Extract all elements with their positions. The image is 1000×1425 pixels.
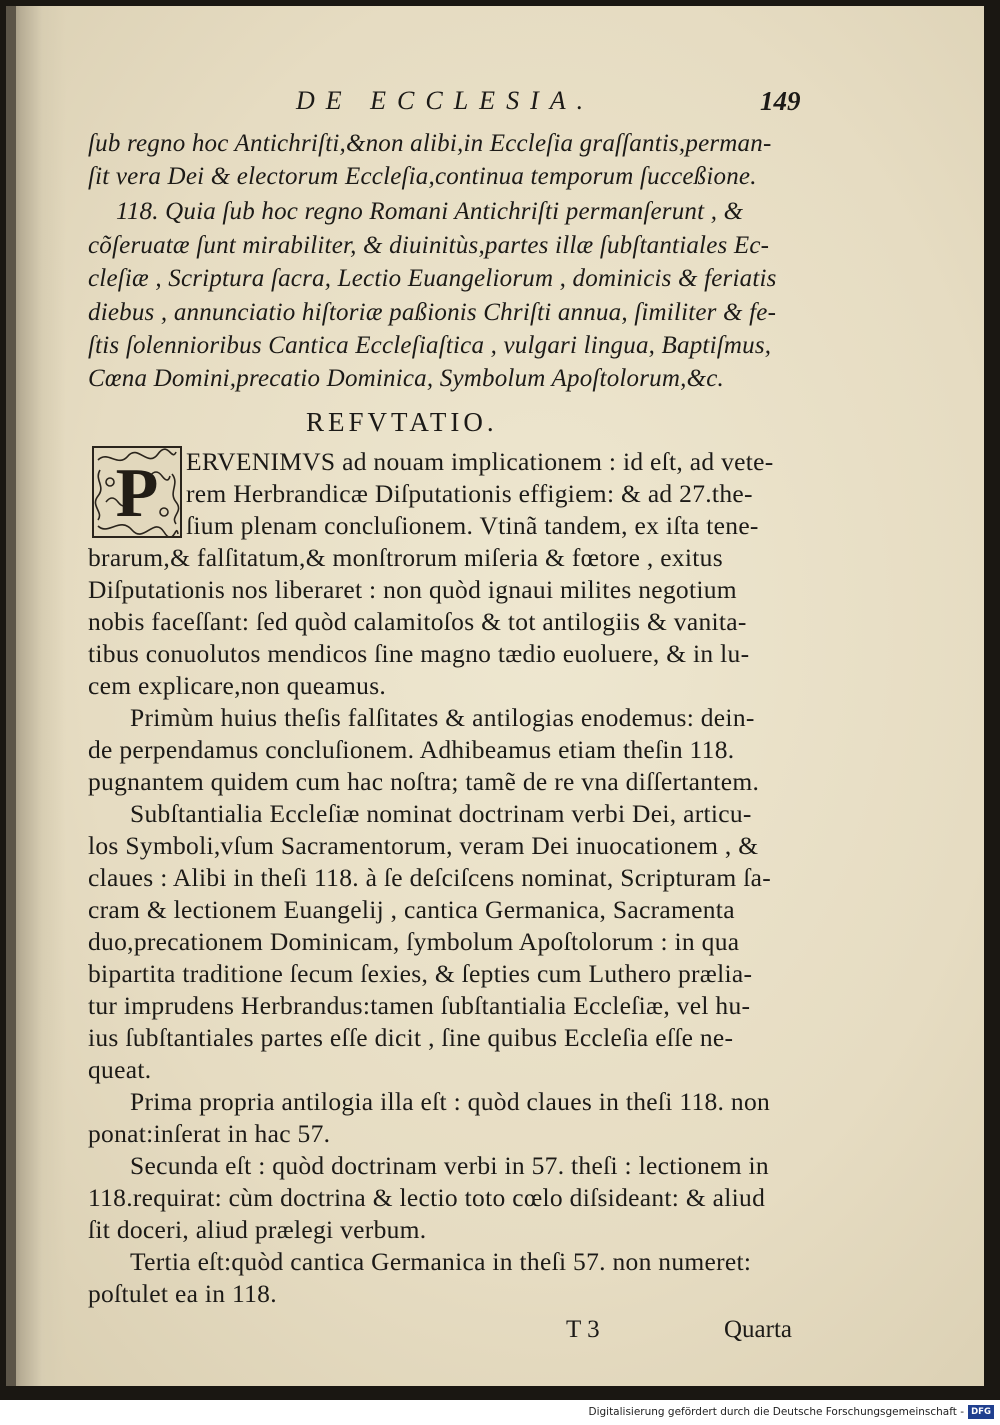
body-line: poſtulet ea in 118. [88,1279,277,1308]
body-line: rem Herbrandicæ Diſputationis effigiem: & ad 27.the- [186,479,753,508]
binding-edge [6,6,16,1386]
body-line: nobis faceſſant: ſed quòd calamitoſos & tot antilogiis & vanita- [88,607,747,636]
catchword: Quarta [724,1316,793,1343]
body-line: Prima propria antilogia illa eſt : quòd claues in theſi 118. non [130,1087,771,1116]
body-line: tibus conuolutos mendicos ſine magno tædio euoluere, & in lu- [88,639,750,668]
body-line: ius ſubſtantiales partes eſſe dicit , ſine quibus Eccleſia eſſe ne- [88,1023,734,1052]
body-line: ERVENIMVS ad nouam implicationem : id eſt, ad vete- [186,447,774,476]
body-line: queat. [88,1055,152,1084]
thesis-line: ſub regno hoc Antichriſti,&non alibi,in Eccleſia graſſantis,perman- [88,130,772,157]
body-line: duo,precationem Dominicam, ſymbolum Apoſtolorum : in qua [88,927,740,956]
body-line: los Symboli,vſum Sacramentorum, veram Dei inuocationem , & [88,831,759,860]
body-line: Subſtantialia Eccleſiæ nominat doctrinam verbi Dei, articu- [130,799,752,828]
body-line: cram & lectionem Euangelij , cantica Germanica, Sacramenta [88,895,735,924]
dfg-logo-icon: DFG [968,1405,994,1419]
thesis-line: ſtis ſolennioribus Cantica Eccleſiaſtica , vulgari lingua, Baptiſmus, [88,332,772,359]
body-line: Primùm huius theſis falſitates & antilogias enodemus: dein- [130,703,755,732]
body-line: ſium plenam concluſionem. Vtinã tandem, ex iſta tene- [186,511,759,540]
body-line: ponat:inſerat in hac 57. [88,1119,331,1148]
body-line: tur imprudens Herbrandus:tamen ſubſtantialia Eccleſiæ, vel hu- [88,991,751,1020]
signature-mark: T 3 [566,1316,600,1343]
body-line: Secunda eſt : quòd doctrinam verbi in 57. theſi : lectionem in [130,1151,769,1180]
funding-credit: Digitalisierung gefördert durch die Deutsche Forschungsgemeinschaft - [588,1406,964,1418]
body-line: claues : Alibi in theſi 118. à ſe deſciſcens nominat, Scripturam ſa- [88,863,771,892]
drop-cap-letter: P [115,455,159,532]
page-number: 149 [760,86,801,116]
thesis-line: ſit vera Dei & electorum Eccleſia,continua temporum ſucceßione. [88,163,757,190]
body-line: brarum,& falſitatum,& monſtrorum miſeria & fœtore , exitus [88,543,723,572]
body-line: 118.requirat: cùm doctrina & lectio toto cœlo diſsideant: & aliud [88,1183,766,1212]
thesis-line: 118. Quia ſub hoc regno Romani Antichriſti permanſerunt , & [116,198,744,225]
book-page [6,6,984,1386]
section-heading: REFVTATIO. [306,407,498,437]
digitization-footer [0,1400,1000,1425]
body-line: pugnantem quidem cum hac noſtra; tamẽ de re vna diſſertantem. [88,767,760,796]
running-title: DE ECCLESIA. [296,86,595,115]
ornamental-initial-icon [92,446,182,538]
body-line: ſit doceri, aliud prælegi verbum. [88,1215,427,1244]
thesis-line: cõſeruatæ ſunt mirabiliter, & diuinitùs,partes illæ ſubſtantiales Ec- [88,232,770,259]
body-line: Diſputationis nos liberaret : non quòd ignaui milites negotium [88,575,737,604]
body-line: cem explicare,non queamus. [88,671,387,700]
thesis-line: cleſiæ , Scriptura ſacra, Lectio Euangeliorum , dominicis & feriatis [88,265,777,292]
body-line: de perpendamus concluſionem. Adhibeamus etiam theſin 118. [88,735,735,764]
thesis-line: Cœna Domini,precatio Dominica, Symbolum Apoſtolorum,&c. [88,365,724,392]
thesis-line: diebus , annunciatio hiſtoriæ paßionis Chriſti annua, ſimiliter & fe- [88,299,777,326]
body-line: Tertia eſt:quòd cantica Germanica in theſi 57. non numeret: [130,1247,752,1276]
body-line: bipartita traditione ſecum ſexies, & ſepties cum Luthero prælia- [88,959,753,988]
